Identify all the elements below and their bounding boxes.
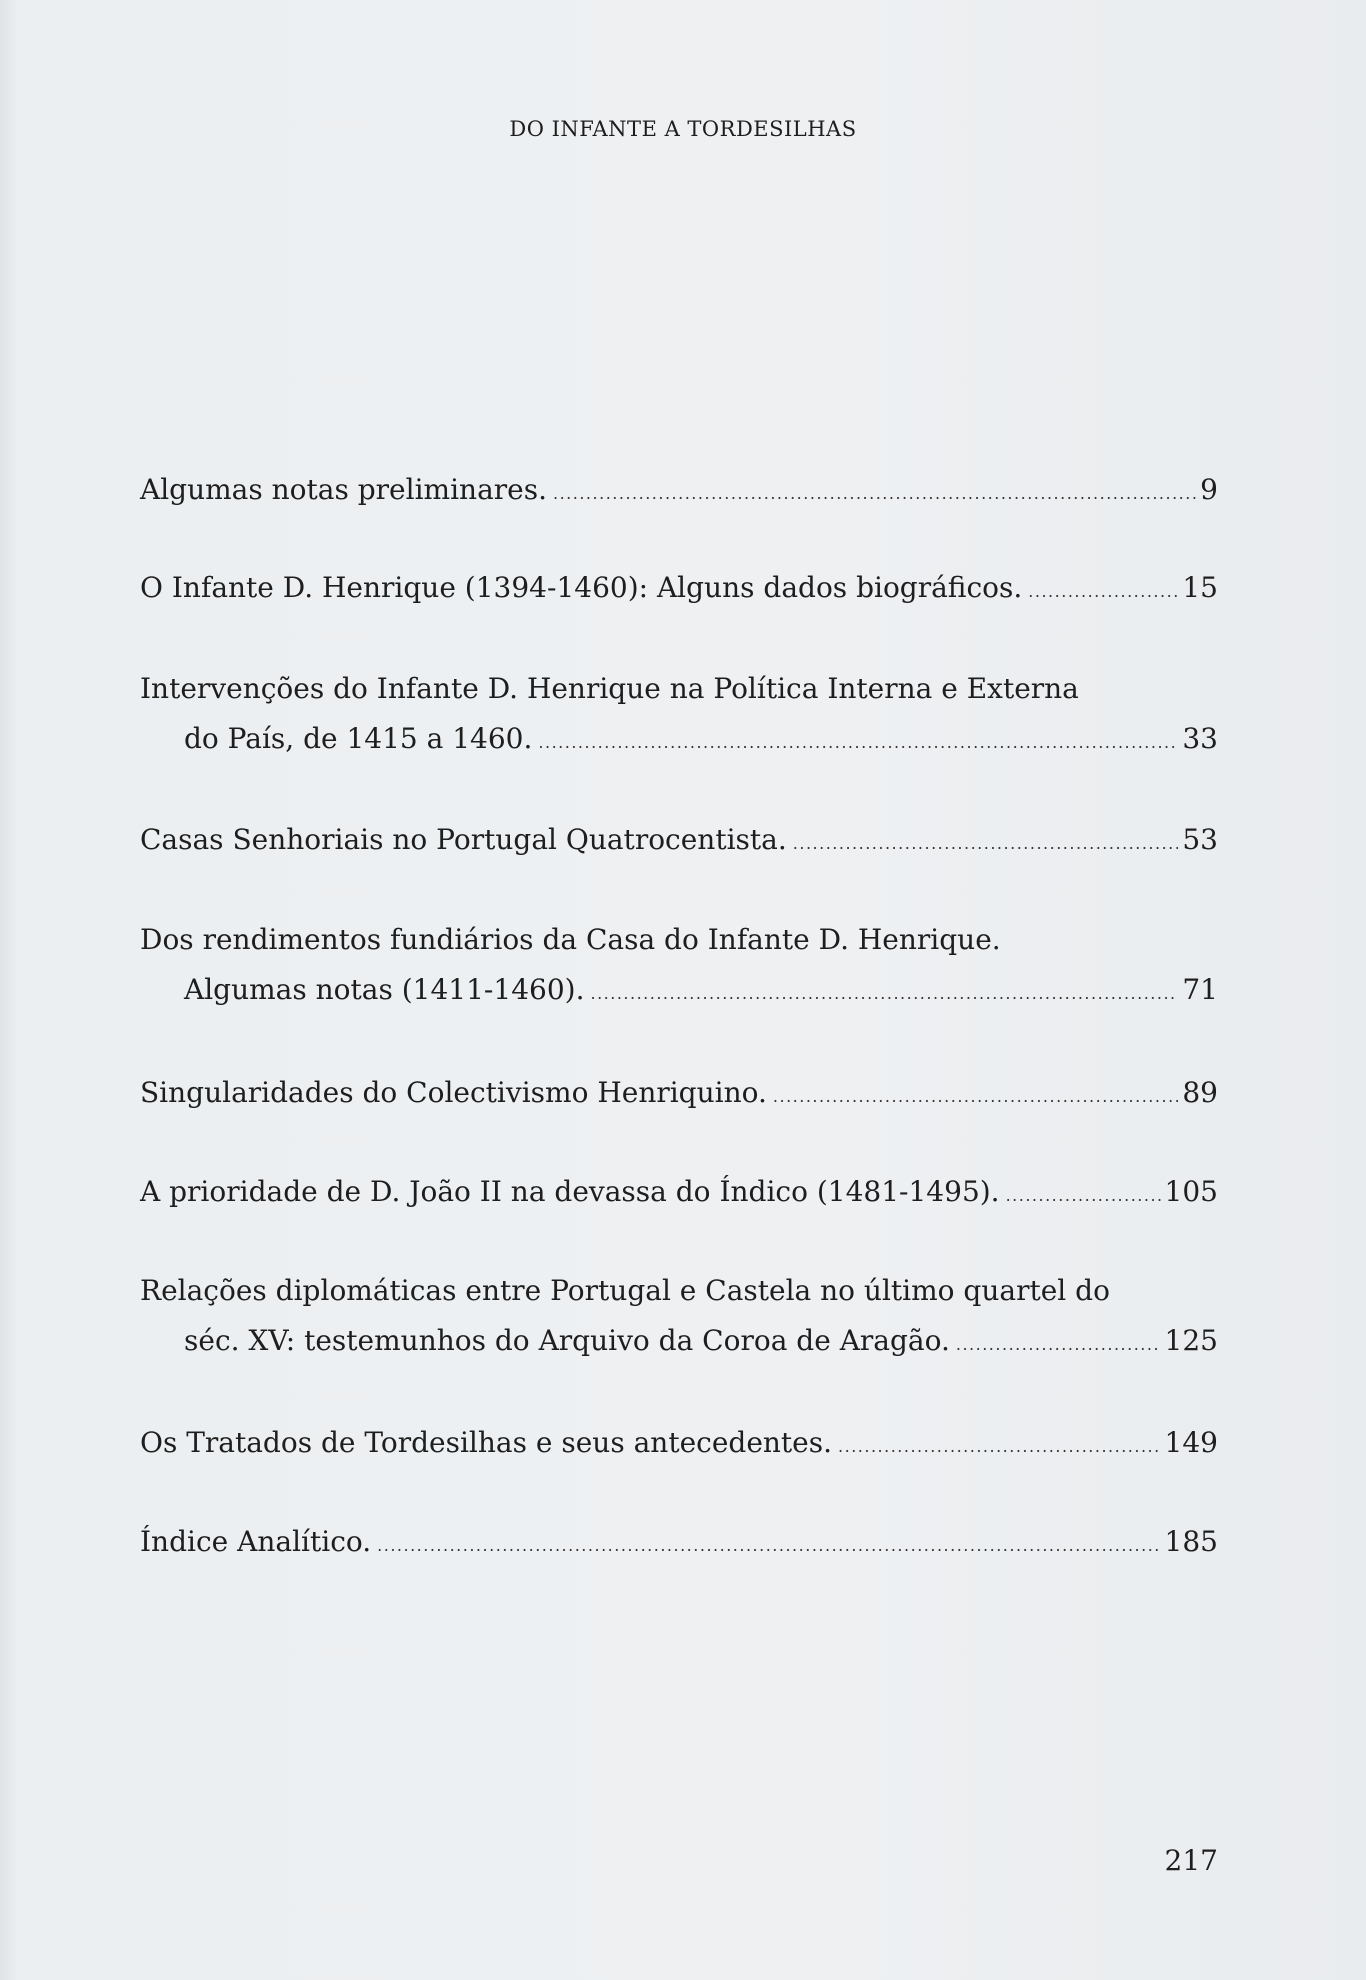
toc-entry-page: 185 xyxy=(1164,1525,1218,1558)
toc-entry-page: 15 xyxy=(1182,571,1218,604)
toc-entry-tratados-tordesilhas[interactable] xyxy=(140,1418,1218,1472)
toc-entry-title-line2: Algumas notas (1411-1460). xyxy=(184,973,585,1006)
toc-entry-page: 53 xyxy=(1182,823,1218,856)
toc-entry-page: 89 xyxy=(1182,1076,1218,1109)
toc-entry-notas-preliminares[interactable] xyxy=(140,465,1218,519)
page-number: 217 xyxy=(1164,1844,1218,1877)
toc-entry-title: Algumas notas preliminares. xyxy=(140,473,547,506)
toc-entry-title-line1: Dos rendimentos fundiários da Casa do Infante D. Henrique. xyxy=(140,923,1001,956)
dot-leader xyxy=(773,1072,1178,1122)
toc-entry-relacoes-diplomaticas[interactable] xyxy=(140,1266,1218,1370)
toc-entry-indice-analitico[interactable] xyxy=(140,1517,1218,1571)
toc-entry-page: 149 xyxy=(1164,1426,1218,1459)
toc-entry-page: 105 xyxy=(1164,1175,1218,1208)
toc-entry-page: 33 xyxy=(1182,722,1218,755)
dot-leader xyxy=(590,969,1178,1019)
dot-leader xyxy=(553,469,1196,519)
toc-entry-title-line1: Relações diplomáticas entre Portugal e Castela no último quartel do xyxy=(140,1274,1110,1307)
dot-leader xyxy=(538,718,1178,768)
toc-entry-title-line1: Intervenções do Infante D. Henrique na Política Interna e Externa xyxy=(140,672,1079,705)
toc-entry-colectivismo-henriquino[interactable] xyxy=(140,1068,1218,1122)
dot-leader xyxy=(793,819,1179,869)
dot-leader xyxy=(838,1422,1161,1472)
toc-entry-rendimentos-fundiarios[interactable] xyxy=(140,915,1218,1019)
dot-leader xyxy=(1028,567,1178,617)
toc-entry-title: Índice Analítico. xyxy=(140,1525,372,1558)
toc-entry-page: 9 xyxy=(1200,473,1218,506)
dot-leader xyxy=(377,1521,1160,1571)
dot-leader xyxy=(1006,1171,1161,1221)
toc-entry-title: O Infante D. Henrique (1394-1460): Alguns dados biográficos. xyxy=(140,571,1023,604)
toc-entry-page: 71 xyxy=(1182,973,1218,1006)
toc-entry-intervencoes-politica[interactable] xyxy=(140,664,1218,768)
toc-entry-title-line2: do País, de 1415 a 1460. xyxy=(184,722,533,755)
toc-entry-casas-senhoriais[interactable] xyxy=(140,815,1218,869)
toc-entry-page: 125 xyxy=(1164,1324,1218,1357)
toc-entry-title-line2: séc. XV: testemunhos do Arquivo da Coroa de Aragão. xyxy=(184,1324,950,1357)
toc-entry-infante-dados-biograficos[interactable] xyxy=(140,563,1218,617)
toc-entry-title: A prioridade de D. João II na devassa do Índico (1481-1495). xyxy=(140,1175,1000,1208)
running-head: DO INFANTE A TORDESILHAS xyxy=(509,117,857,141)
toc-entry-title: Singularidades do Colectivismo Henriquino. xyxy=(140,1076,767,1109)
dot-leader xyxy=(956,1320,1161,1370)
toc-entry-title: Casas Senhoriais no Portugal Quatrocentista. xyxy=(140,823,787,856)
toc-entry-prioridade-joao-ii[interactable] xyxy=(140,1167,1218,1221)
toc-entry-title: Os Tratados de Tordesilhas e seus antecedentes. xyxy=(140,1426,833,1459)
